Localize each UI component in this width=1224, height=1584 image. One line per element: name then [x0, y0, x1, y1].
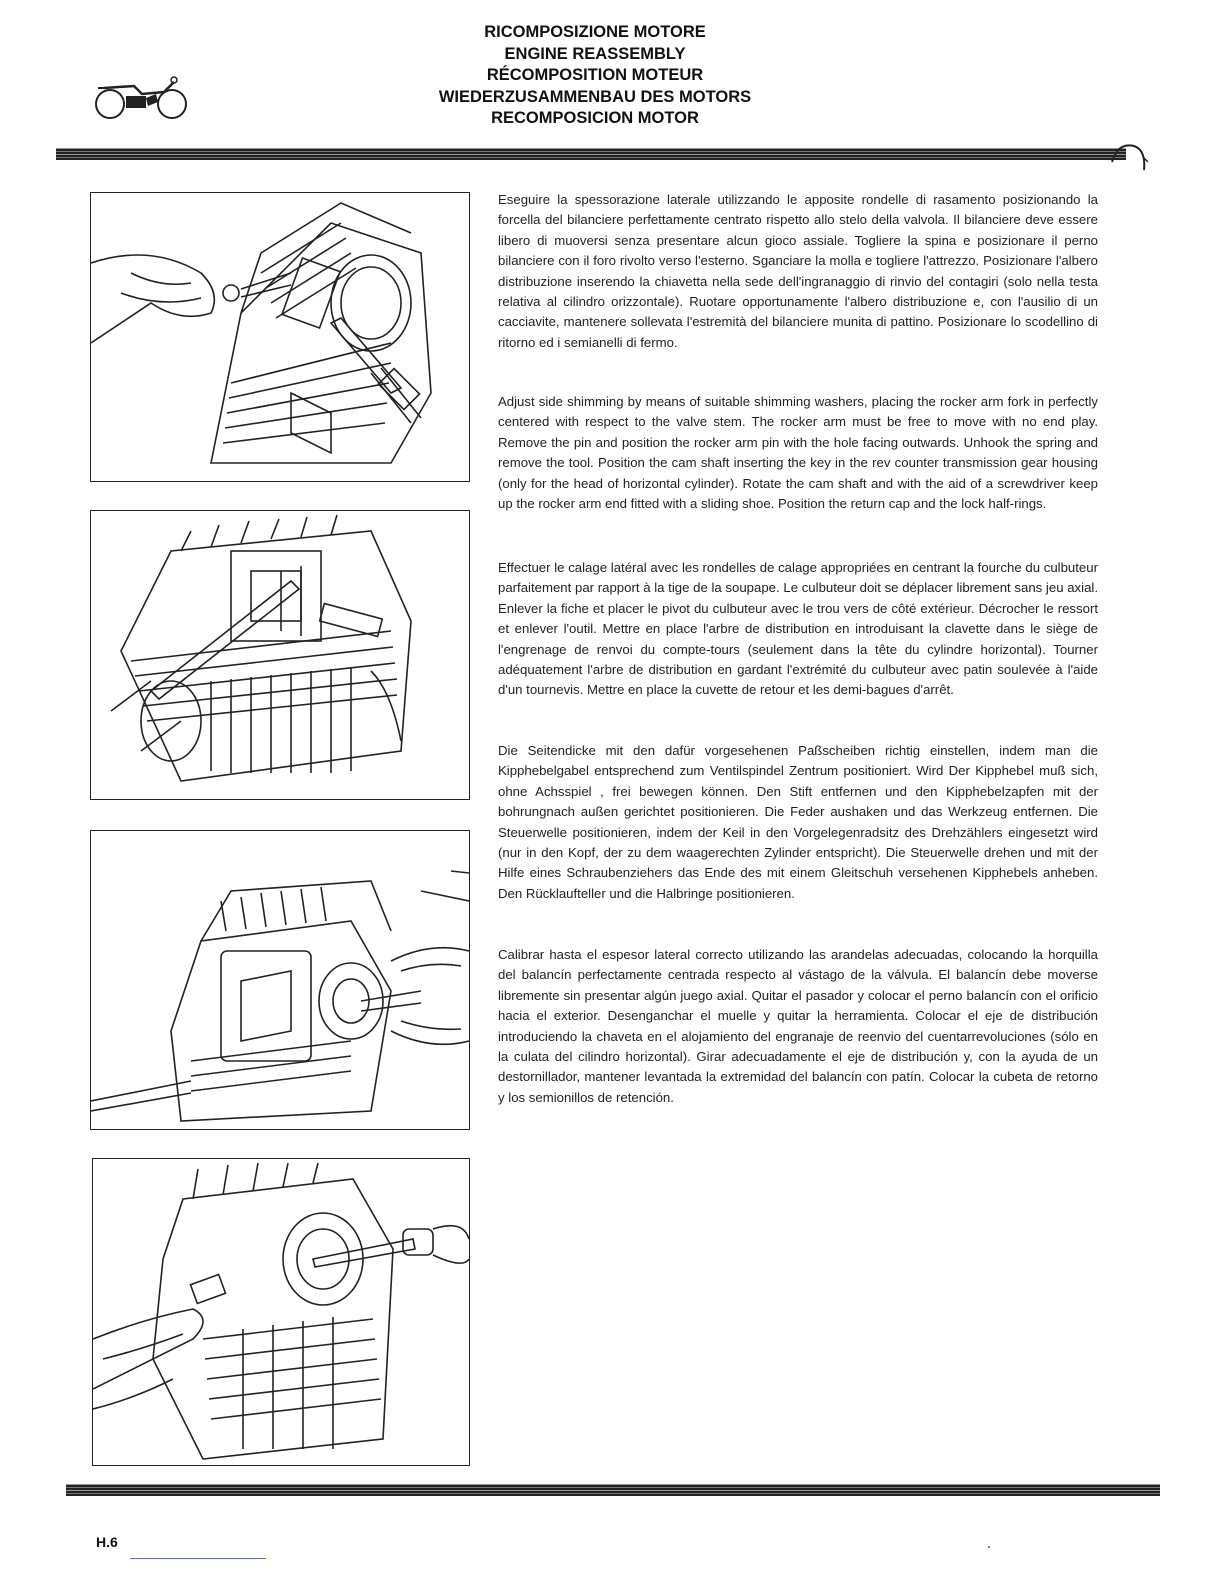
page-title-block [400, 22, 790, 130]
title-french: RÉCOMPOSITION MOTEUR [486, 66, 704, 84]
page-number: H.6 [96, 1534, 118, 1550]
title-italian: RICOMPOSIZIONE MOTORE [484, 23, 706, 41]
footer-rule [66, 1484, 1160, 1496]
paragraph-german: Die Seitendicke mit den dafür vorgesehenen Paßscheiben richtig einstellen, indem man die Kipphebelgabel entsprechend zum Ventilspindel Zentrum positioniert. Wird Der Kipphebel muß sich, ohne Achsspiel , frei bewegen können. Den Stift entfernen und den Kipphebelzapfen mit der bohrungnach außen gerichtet positionieren. Die Feder aushaken und das Werkzeug entfernen. Die Steuerwelle positionieren, indem der Keil in den Vorgelegenradsitz des Drehzählers eingesetzt wird (nur in den Kopf, der zu dem waagerechten Zylinder entspricht). Die Steuerwelle drehen und mit der Hilfe eines Schraubenziehers das Ende des mit einem Gleitschuh versehenen Kipphebels anheben. Den Rücklaufteller und die Halbringe positionieren. [498, 743, 1098, 901]
footer-link-underline [130, 1558, 266, 1559]
paragraph-spanish: Calibrar hasta el espesor lateral correcto utilizando las arandelas adecuadas, colocando la horquilla del balancín perfectamente centrada respecto al vástago de la válvula. El balancín debe moverse libremente sin presentar algún juego axial. Quitar el pasador y colocar el perno balancín con el orificio hacia el exterior. Desenganchar el muelle y quitar la herramienta. Colocar el eje de distribución introduciendo la chaveta en el alojamiento del engranaje de reenvio del cuentarrevoluciones (sólo en la culata del cilindro horizontal). Girar adecuadamente el eje de distribución y, con la ayuda de un destornillador, mantener levantada la extremidad del balancín con patín. Colocar la cubeta de retorno y los semionillos de retención. [498, 947, 1098, 1105]
title-english: ENGINE REASSEMBLY [504, 44, 686, 63]
page-speck [988, 1546, 990, 1548]
paragraph-french: Effectuer le calage latéral avec les rondelles de calage appropriées en centrant la fourche du culbuteur parfaitement par rapport à la tige de la soupape. Le culbuteur doit se déplacer librement sans jeu axial. Enlever la fiche et placer le pivot du culbuteur avec le trou vers de côté extérieur. Décrocher le ressort et enlever l'outil. Mettre en place l'arbre de distribution en introduisant la clavette dans le siège de l'engrenage de renvoi du compte-tours (seulement dans la tête du cylindre horizontal). Tourner adéquatement l'arbre de distribution en gardant l'extrémité du culbuteur avec patin soulevée à l'aide d'un tournevis. Mettre en place la cuvette de retour et les demi-bagues d'arrêt. [498, 560, 1098, 698]
header-rule [56, 148, 1126, 160]
page-corner-mark [1108, 140, 1148, 174]
paragraph-english: Adjust side shimming by means of suitable shimming washers, placing the rocker arm fork in perfectly centered with respect to the valve stem. The rocker arm must be free to move with no end play. Remove the pin and position the rocker arm pin with the hole facing outwards. Unhook the spring and remove the tool. Position the cam shaft inserting the key in the rev counter transmission gear housing (only for the head of horizontal cylinder). Rotate the cam shaft and with the aid of a screwdriver keep up the rocker arm end fitted with a sliding shoe. Position the return cap and the lock half-rings. [498, 394, 1098, 512]
illustration-screwdriver-rocker [92, 1158, 470, 1466]
illustration-rocker-shimming [90, 192, 470, 482]
title-spanish: RECOMPOSICION MOTOR [491, 109, 699, 127]
title-german: WIEDERZUSAMMENBAU DES MOTORS [438, 87, 752, 106]
illustration-camshaft-insert [90, 830, 470, 1130]
illustration-spring-tool [90, 510, 470, 800]
paragraph-italian: Eseguire la spessorazione laterale utilizzando le apposite rondelle di rasamento posizionando la forcella del bilanciere perfettamente centrato rispetto allo stelo della valvola. Il bilanciere deve essere libero di muoversi senza presentare alcun gioco assiale. Togliere la spina e posizionare il perno bilanciere con il foro rivolto verso l'esterno. Sganciare la molla e togliere l'attrezzo. Posizionare l'albero distribuzione inserendo la chiavetta nella sede dell'ingranaggio di rinvio del contagiri (solo nella testa relativa al cilindro orizzontale). Ruotare opportunamente l'albero distribuzione e, con l'ausilio di un cacciavite, mantenere sollevata l'estremità del bilanciere munita di pattino. Posizionare lo scodellino di ritorno ed i semianelli di fermo. [498, 192, 1098, 350]
motorcycle-icon [94, 74, 190, 124]
